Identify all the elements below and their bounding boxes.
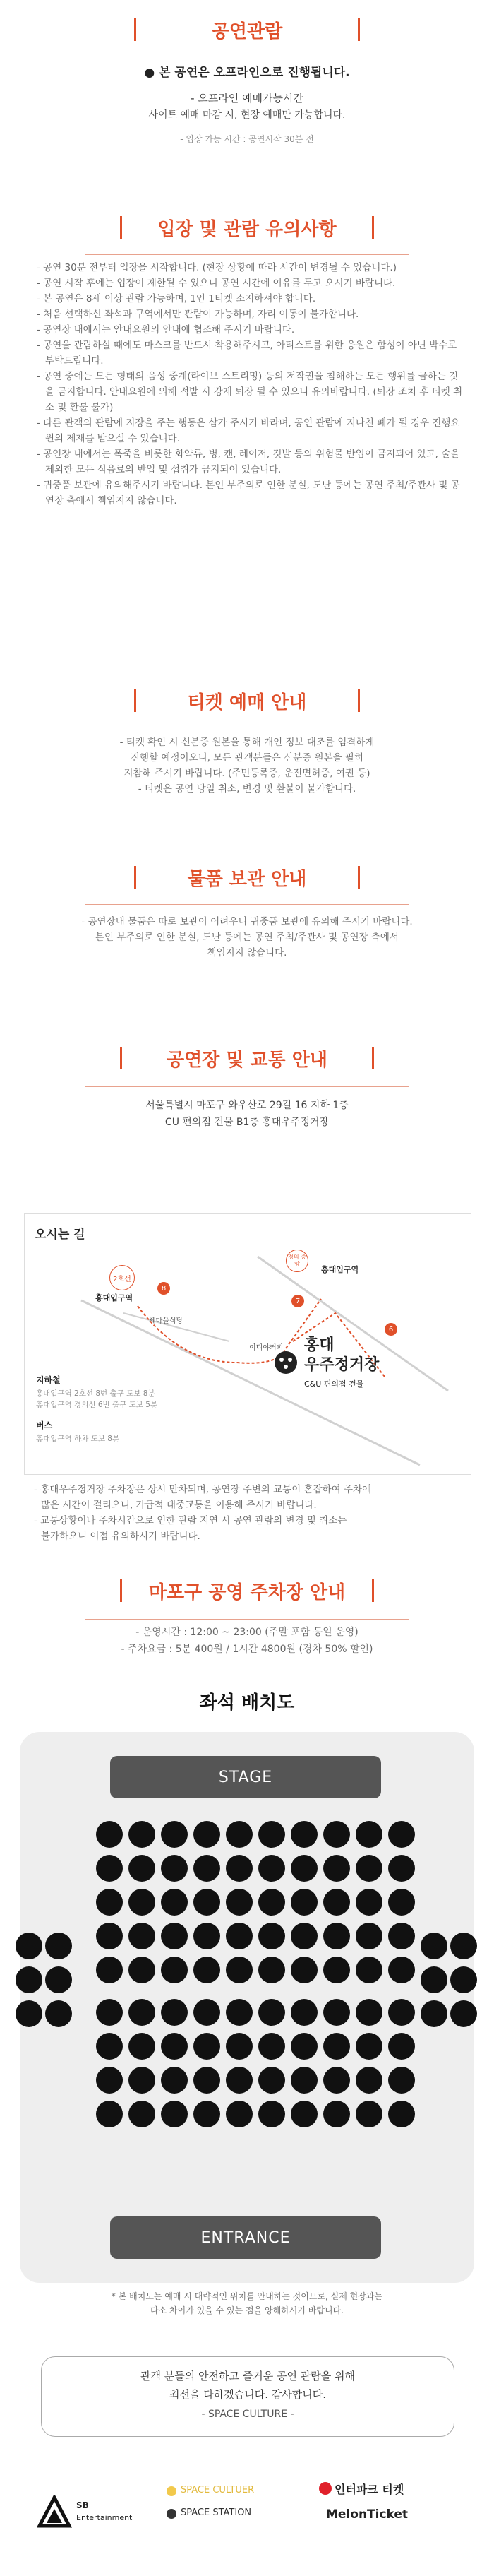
- seat: [258, 2101, 285, 2127]
- seat: [291, 1999, 318, 2026]
- exit-8-marker: 8: [157, 1282, 170, 1295]
- seat: [226, 1855, 253, 1882]
- seat: [388, 1957, 415, 1983]
- seat: [388, 1923, 415, 1949]
- entry-rules-list: [37, 260, 467, 509]
- melon-ticket-logo: MelonTicket: [326, 2507, 409, 2522]
- parking-note: - 교통상황이나 주차시간으로 인한 관람 지연 시 공연 관람의 변경 및 취소는: [34, 1515, 347, 1526]
- venue-address-detail: CU 편의점 건물 B1층 홍대우주정거장: [164, 1117, 330, 1128]
- seat: [356, 1889, 382, 1916]
- seat: [96, 2067, 123, 2094]
- divider: [85, 1086, 409, 1087]
- seat: [323, 2101, 350, 2127]
- space-station-icon: [167, 2509, 176, 2519]
- seat: [161, 2067, 188, 2094]
- list-item: - 공연장 내에서는 안내요원의 안내에 협조해 주시기 바랍니다.: [37, 324, 295, 336]
- section-title-storage: 물품 보관 안내: [134, 860, 360, 894]
- seat: [193, 2101, 220, 2127]
- ticket-line: 지참해 주시기 바랍니다. (주민등록증, 운전면허증, 여권 등): [124, 768, 370, 779]
- side-seat: [16, 1933, 42, 1959]
- parking-fee: - 주차요금 : 5분 400원 / 1시간 4800원 (경차 50% 할인): [121, 1644, 373, 1655]
- venue-address: 서울특별시 마포구 와우산로 29길 16 지하 1층: [145, 1100, 349, 1111]
- seat: [323, 2067, 350, 2094]
- seat: [323, 1855, 350, 1882]
- exit-6-marker: 6: [385, 1323, 397, 1336]
- seat: [291, 1855, 318, 1882]
- seat: [226, 1957, 253, 1983]
- storage-line: - 공연장내 물품은 따로 보관이 어려우니 귀중품 보관에 유의해 주시기 바랍니다.: [81, 916, 413, 927]
- ticket-line: - 티켓은 공연 당일 취소, 변경 및 환불이 불가합니다.: [138, 783, 356, 795]
- seat: [193, 1889, 220, 1916]
- seat: [161, 1999, 188, 2026]
- list-item: - 처음 선택하신 좌석과 구역에서만 관람이 가능하며, 자리 이동이 불가합니다.: [37, 309, 359, 320]
- subway-route-2: 홍대입구역 경의선 6번 출구 도보 5분: [36, 1401, 158, 1409]
- seat: [128, 2033, 155, 2060]
- side-seat: [421, 1933, 447, 1959]
- section-title-venue: 공연장 및 교통 안내: [120, 1041, 374, 1075]
- parking-hours: - 운영시간 : 12:00 ~ 23:00 (주말 포함 동일 운영): [135, 1627, 359, 1638]
- seat: [388, 1855, 415, 1882]
- seat: [356, 1957, 382, 1983]
- seating-map: [20, 1732, 474, 2283]
- seat: [226, 1999, 253, 2026]
- seat: [388, 1999, 415, 2026]
- space-station-logo: SPACE STATION: [181, 2507, 252, 2518]
- list-item: - 본 공연은 8세 이상 관람 가능하며, 1인 1티켓 소지하셔야 합니다.: [37, 293, 316, 304]
- venue-sub-label: C&U 편의점 건물: [304, 1379, 364, 1389]
- space-culture-logo: SPACE CULTUER: [181, 2485, 255, 2495]
- seat: [193, 1957, 220, 1983]
- interpark-icon: [319, 2482, 332, 2495]
- venue-name-line1: 홍대: [304, 1336, 335, 1354]
- section-title-entry: 입장 및 관람 유의사항: [120, 210, 374, 244]
- seat: [388, 1821, 415, 1848]
- seating-note: 다소 차이가 있을 수 있는 점을 양해하시기 바랍니다.: [150, 2305, 344, 2315]
- offline-time-head: - 오프라인 예매가능시간: [191, 92, 303, 105]
- map-label-cafe: 이디야커피: [249, 1344, 284, 1352]
- divider: [85, 904, 409, 905]
- seat: [96, 1999, 123, 2026]
- seat: [193, 2067, 220, 2094]
- side-seat: [45, 1933, 72, 1959]
- side-seat: [421, 2000, 447, 2027]
- list-item: - 다른 관객의 관람에 지장을 주는 행동은 삼가 주시기 바라며, 공연 관람에 지나친 폐가 될 경우 진행요원의 제재를 받으실 수 있습니다.: [37, 417, 460, 444]
- list-item: - 공연 30분 전부터 입장을 시작합니다. (현장 상황에 따라 시간이 변경될 수 있습니다.): [37, 262, 397, 273]
- seat: [96, 2101, 123, 2127]
- location-map: [24, 1213, 471, 1475]
- divider: [85, 1619, 409, 1620]
- seat: [258, 1957, 285, 1983]
- seat: [96, 1821, 123, 1848]
- map-heading: 오시는 길: [35, 1228, 85, 1242]
- seat: [161, 2101, 188, 2127]
- seat: [291, 2101, 318, 2127]
- seat: [161, 2033, 188, 2060]
- seat: [291, 1957, 318, 1983]
- seat: [96, 1957, 123, 1983]
- seat: [128, 1957, 155, 1983]
- closing-signature: - SPACE CULTURE -: [201, 2409, 294, 2420]
- sb-logo-subtext: Entertainment: [76, 2513, 133, 2522]
- storage-line: 책임지지 않습니다.: [207, 947, 287, 958]
- venue-name-line2: 우주정거장: [304, 1356, 380, 1374]
- seating-title: 좌석 배치도: [199, 1692, 295, 1714]
- side-seat: [16, 1966, 42, 1993]
- space-culture-icon: [167, 2486, 176, 2496]
- seat: [291, 1923, 318, 1949]
- seat: [388, 2033, 415, 2060]
- parking-note: 많은 시간이 걸리오니, 가급적 대중교통을 이용해 주시기 바랍니다.: [41, 1500, 317, 1511]
- subway-route-1: 홍대입구역 2호선 8번 출구 도보 8분: [36, 1389, 155, 1398]
- seat: [161, 1957, 188, 1983]
- closing-line: 관객 분들의 안전하고 즐거운 공연 관람을 위해: [140, 2370, 355, 2382]
- line2-badge: 2호선: [109, 1265, 135, 1290]
- seat: [226, 2033, 253, 2060]
- seat: [193, 2033, 220, 2060]
- seat: [323, 1923, 350, 1949]
- seat: [388, 1889, 415, 1916]
- seat: [128, 1923, 155, 1949]
- offline-desc: 사이트 예매 마감 시, 현장 예매만 가능합니다.: [148, 109, 346, 121]
- closing-message-box: [41, 2356, 454, 2437]
- venue-logo-icon: [275, 1351, 297, 1374]
- seat: [356, 2033, 382, 2060]
- seat: [226, 1821, 253, 1848]
- gyeongui-badge: 경의 중앙: [286, 1250, 308, 1272]
- side-seat: [421, 1966, 447, 1993]
- seat: [128, 2067, 155, 2094]
- seat: [258, 1999, 285, 2026]
- stage-label: STAGE: [110, 1756, 381, 1798]
- offline-entry-time: - 입장 가능 시간 : 공연시작 30분 전: [180, 134, 314, 144]
- exit-7-marker: 7: [291, 1295, 304, 1307]
- divider: [85, 254, 409, 255]
- seat: [226, 1923, 253, 1949]
- seat: [258, 2033, 285, 2060]
- seat: [128, 1855, 155, 1882]
- map-label-station-left: 홍대입구역: [95, 1293, 133, 1302]
- seat: [226, 2067, 253, 2094]
- seat: [356, 1821, 382, 1848]
- seat: [193, 1999, 220, 2026]
- seat: [161, 1855, 188, 1882]
- seat: [291, 1821, 318, 1848]
- section-title-ticket: 티켓 예매 안내: [134, 684, 360, 718]
- list-item: - 귀중품 보관에 유의해주시기 바랍니다. 본인 부주의로 인한 분실, 도난 등에는 공연 주최/주관사 및 공연장 측에서 책임지지 않습니다.: [37, 480, 460, 506]
- seat: [96, 1889, 123, 1916]
- bus-route: 홍대입구역 하차 도보 8분: [36, 1435, 120, 1443]
- seat: [323, 1999, 350, 2026]
- seat: [323, 1889, 350, 1916]
- list-item: - 공연을 관람하실 때에도 마스크를 반드시 착용해주시고, 아티스트를 위한 응원은 함성이 아닌 박수로 부탁드립니다.: [37, 340, 457, 367]
- seat: [258, 1889, 285, 1916]
- seat: [356, 2101, 382, 2127]
- subway-heading: 지하철: [36, 1375, 61, 1385]
- seat: [128, 1999, 155, 2026]
- seat: [291, 1889, 318, 1916]
- seat: [356, 2067, 382, 2094]
- seat: [128, 1821, 155, 1848]
- closing-line: 최선을 다하겠습니다. 감사합니다.: [169, 2388, 326, 2401]
- list-item: - 공연 중에는 모든 형태의 음성 중계(라이브 스트리밍) 등의 저작권을 침해하는 모든 행위를 금하는 것을 금지합니다. 안내요원에 의해 적발 시 강제 퇴장 될 수 있으니 유의바랍니다. (퇴장 조치 후 티켓 취소 및 환불 불가): [37, 371, 463, 413]
- seat: [258, 2067, 285, 2094]
- seat: [161, 1923, 188, 1949]
- seat: [388, 2067, 415, 2094]
- seat: [161, 1889, 188, 1916]
- seat: [291, 2067, 318, 2094]
- seat: [128, 1889, 155, 1916]
- side-seat: [45, 2000, 72, 2027]
- side-seat: [45, 1966, 72, 1993]
- seat: [356, 1923, 382, 1949]
- sb-logo-text: SB: [76, 2500, 89, 2510]
- map-label-restaurant: 세마을식당: [149, 1317, 183, 1325]
- seat: [226, 1889, 253, 1916]
- seat: [96, 2033, 123, 2060]
- seat: [356, 1999, 382, 2026]
- seat: [193, 1855, 220, 1882]
- seat: [193, 1821, 220, 1848]
- list-item: - 공연 시작 후에는 입장이 제한될 수 있으니 공연 시간에 여유를 두고 오시기 바랍니다.: [37, 278, 396, 289]
- bus-heading: 버스: [36, 1420, 53, 1430]
- seat: [323, 1957, 350, 1983]
- side-seat: [16, 2000, 42, 2027]
- seat: [193, 1923, 220, 1949]
- seat: [258, 1923, 285, 1949]
- entrance-label: ENTRANCE: [110, 2216, 381, 2259]
- seat: [258, 1855, 285, 1882]
- side-seat: [450, 1966, 477, 1993]
- section-title-parking: 마포구 공영 주차장 안내: [120, 1574, 374, 1608]
- interpark-logo: 인터파크 티켓: [335, 2483, 404, 2496]
- side-seat: [450, 1933, 477, 1959]
- map-label-station-right: 홍대입구역: [321, 1265, 359, 1274]
- section-title-performance: 공연관람: [134, 13, 360, 47]
- seat: [161, 1821, 188, 1848]
- seat: [96, 1855, 123, 1882]
- storage-line: 본인 부주의로 인한 분실, 도난 등에는 공연 주최/주관사 및 공연장 측에서: [95, 932, 399, 943]
- ticket-line: - 티켓 확인 시 신분증 원본을 통해 개인 정보 대조를 엄격하게: [119, 737, 375, 748]
- seat: [323, 2033, 350, 2060]
- seat: [388, 2101, 415, 2127]
- seating-note: * 본 배치도는 예매 시 대략적인 위치를 안내하는 것이므로, 실제 현장과는: [111, 2291, 383, 2301]
- list-item: - 공연장 내에서는 폭죽을 비롯한 화약류, 병, 캔, 레이저, 깃발 등의 위험물 반입이 금지되어 있고, 술을 제외한 모든 식음료의 반입 및 섭취가 금지되어 있습니다.: [37, 449, 460, 475]
- seat: [356, 1855, 382, 1882]
- seat: [226, 2101, 253, 2127]
- seat: [258, 1821, 285, 1848]
- parking-note: - 홍대우주정거장 주차장은 상시 만차되며, 공연장 주변의 교통이 혼잡하여 주차에: [34, 1484, 372, 1495]
- sb-logo-icon: [37, 2495, 72, 2530]
- seat: [323, 1821, 350, 1848]
- seat: [291, 2033, 318, 2060]
- offline-notice: ● 본 공연은 오프라인으로 진행됩니다.: [144, 66, 350, 80]
- seat: [128, 2101, 155, 2127]
- seat: [96, 1923, 123, 1949]
- parking-note: 불가하오니 이점 유의하시기 바랍니다.: [41, 1531, 200, 1542]
- ticket-line: 진행할 예정이오니, 모든 관객분들은 신분증 원본을 필히: [131, 752, 363, 764]
- side-seat: [450, 2000, 477, 2027]
